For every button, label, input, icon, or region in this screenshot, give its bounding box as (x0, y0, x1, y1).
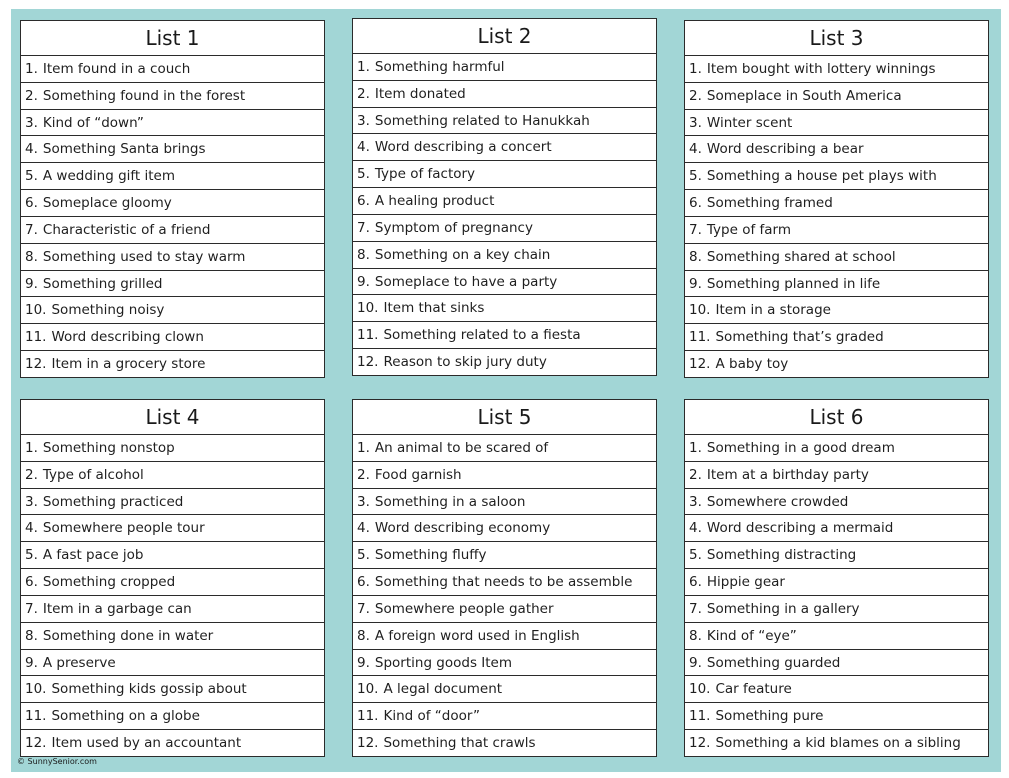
item-number: 8. (25, 627, 38, 644)
item-number: 12. (25, 735, 47, 752)
item-number: 10. (25, 302, 47, 319)
item-text: A foreign word used in English (374, 627, 580, 644)
item-number: 3. (689, 493, 702, 510)
item-number: 4. (689, 141, 702, 158)
list-item (685, 650, 988, 677)
item-number: 6. (25, 574, 38, 591)
item-text: Something used to stay warm (42, 248, 246, 265)
item-number: 11. (357, 327, 379, 344)
list-item (353, 161, 656, 188)
item-text: Sporting goods Item (374, 654, 513, 671)
item-number: 5. (689, 168, 702, 185)
item-text: Something that crawls (383, 735, 536, 752)
list-title: List 5 (353, 400, 656, 435)
item-text: Word describing economy (374, 520, 551, 537)
item-text: Something that needs to be assemble (374, 574, 633, 591)
list-item (685, 190, 988, 217)
list-title: List 2 (353, 19, 656, 54)
item-number: 6. (357, 574, 370, 591)
item-number: 10. (357, 681, 379, 698)
list-item (21, 515, 324, 542)
item-number: 2. (689, 87, 702, 104)
item-text: Somewhere people tour (42, 520, 205, 537)
item-text: Something Santa brings (42, 141, 206, 158)
item-text: Food garnish (374, 466, 462, 483)
item-text: Somewhere crowded (706, 493, 849, 510)
list-item (685, 703, 988, 730)
item-text: Someplace to have a party (374, 273, 558, 290)
list-item (21, 730, 324, 756)
item-number: 3. (689, 114, 702, 131)
list-title: List 1 (21, 21, 324, 56)
list-item (685, 83, 988, 110)
list-item (685, 515, 988, 542)
item-text: Kind of “door” (383, 708, 481, 725)
item-text: Something kids gossip about (51, 681, 247, 698)
item-text: Something a house pet plays with (706, 168, 937, 185)
list-item (353, 322, 656, 349)
item-number: 9. (689, 275, 702, 292)
list-items (353, 54, 656, 375)
item-text: Something guarded (706, 654, 841, 671)
list-item (21, 435, 324, 462)
item-number: 2. (357, 466, 370, 483)
item-number: 4. (25, 520, 38, 537)
item-number: 12. (357, 354, 379, 371)
item-number: 2. (25, 466, 38, 483)
item-text: A legal document (383, 681, 503, 698)
item-text: Word describing a bear (706, 141, 864, 158)
list-item (353, 542, 656, 569)
item-text: Type of farm (706, 221, 791, 238)
list-item (685, 435, 988, 462)
item-number: 1. (689, 439, 702, 456)
list-item (685, 324, 988, 351)
item-text: Car feature (715, 681, 792, 698)
list-item (21, 596, 324, 623)
item-text: Something shared at school (706, 248, 896, 265)
worksheet-background (11, 9, 1001, 772)
list-item (21, 244, 324, 271)
item-number: 8. (357, 627, 370, 644)
item-number: 4. (357, 139, 370, 156)
item-number: 4. (689, 520, 702, 537)
item-number: 5. (25, 168, 38, 185)
item-number: 2. (357, 85, 370, 102)
item-number: 11. (689, 329, 711, 346)
list-card (20, 20, 325, 378)
item-text: Word describing a concert (374, 139, 552, 156)
item-number: 10. (689, 302, 711, 319)
item-text: Something a kid blames on a sibling (715, 735, 961, 752)
list-item (353, 215, 656, 242)
item-text: A preserve (42, 654, 116, 671)
list-item (685, 56, 988, 83)
item-number: 10. (357, 300, 379, 317)
list-item (353, 54, 656, 81)
list-items (685, 56, 988, 377)
list-item (21, 650, 324, 677)
item-text: A wedding gift item (42, 168, 175, 185)
item-text: Item donated (374, 85, 466, 102)
item-text: Item that sinks (383, 300, 485, 317)
item-text: Something done in water (42, 627, 214, 644)
item-number: 1. (357, 58, 370, 75)
item-text: Something cropped (42, 574, 176, 591)
item-number: 11. (25, 708, 47, 725)
item-text: Word describing clown (51, 329, 204, 346)
list-item (685, 110, 988, 137)
item-text: Kind of “eye” (706, 627, 797, 644)
item-text: Type of alcohol (42, 466, 144, 483)
list-item (685, 163, 988, 190)
list-item (353, 349, 656, 375)
item-number: 7. (357, 600, 370, 617)
item-text: Item at a birthday party (706, 466, 869, 483)
list-item (21, 351, 324, 377)
item-number: 5. (357, 166, 370, 183)
list-item (353, 81, 656, 108)
item-number: 7. (689, 600, 702, 617)
item-number: 9. (689, 654, 702, 671)
item-number: 12. (357, 735, 379, 752)
item-number: 9. (25, 275, 38, 292)
item-text: Someplace gloomy (42, 195, 172, 212)
item-number: 8. (25, 248, 38, 265)
item-text: Something practiced (42, 493, 184, 510)
item-text: Characteristic of a friend (42, 221, 211, 238)
list-card (352, 18, 657, 376)
item-text: Something related to a fiesta (383, 327, 581, 344)
item-text: Item in a grocery store (51, 356, 206, 373)
item-number: 3. (25, 114, 38, 131)
item-text: Something framed (706, 195, 833, 212)
item-number: 1. (357, 439, 370, 456)
list-item (21, 489, 324, 516)
item-text: Word describing a mermaid (706, 520, 894, 537)
item-text: Type of factory (374, 166, 476, 183)
list-item (685, 569, 988, 596)
item-text: Hippie gear (706, 574, 785, 591)
list-item (21, 271, 324, 298)
item-text: A baby toy (715, 356, 789, 373)
list-item (21, 703, 324, 730)
item-text: Item in a garbage can (42, 600, 192, 617)
item-number: 9. (357, 273, 370, 290)
item-number: 2. (689, 466, 702, 483)
item-text: Winter scent (706, 114, 793, 131)
item-number: 3. (357, 112, 370, 129)
item-number: 12. (689, 356, 711, 373)
list-item (21, 56, 324, 83)
list-item (685, 297, 988, 324)
list-item (685, 596, 988, 623)
list-title: List 4 (21, 400, 324, 435)
item-number: 1. (25, 439, 38, 456)
item-text: Something grilled (42, 275, 163, 292)
item-text: An animal to be scared of (374, 439, 549, 456)
list-item (685, 136, 988, 163)
list-item (353, 703, 656, 730)
list-item (685, 244, 988, 271)
item-number: 4. (25, 141, 38, 158)
list-item (21, 297, 324, 324)
list-item (353, 676, 656, 703)
list-item (353, 515, 656, 542)
item-number: 4. (357, 520, 370, 537)
list-item (353, 730, 656, 756)
item-number: 11. (357, 708, 379, 725)
list-item (685, 730, 988, 756)
list-card (20, 399, 325, 757)
item-number: 1. (25, 60, 38, 77)
list-item (353, 134, 656, 161)
item-text: Item in a storage (715, 302, 831, 319)
item-number: 9. (25, 654, 38, 671)
item-text: Something noisy (51, 302, 165, 319)
list-card (684, 20, 989, 378)
list-item (21, 136, 324, 163)
item-text: Kind of “down” (42, 114, 144, 131)
item-number: 12. (689, 735, 711, 752)
list-item (21, 110, 324, 137)
item-text: Something distracting (706, 547, 857, 564)
list-item (353, 295, 656, 322)
item-text: Something planned in life (706, 275, 881, 292)
list-item (21, 569, 324, 596)
list-item (21, 676, 324, 703)
item-number: 7. (25, 600, 38, 617)
list-items (685, 435, 988, 756)
item-text: Item used by an accountant (51, 735, 242, 752)
list-item (353, 623, 656, 650)
item-number: 5. (357, 547, 370, 564)
item-text: Something on a key chain (374, 246, 551, 263)
list-item (685, 489, 988, 516)
list-item (353, 188, 656, 215)
list-item (685, 351, 988, 377)
item-text: Something that’s graded (715, 329, 884, 346)
list-card (352, 399, 657, 757)
list-item (353, 269, 656, 296)
list-item (353, 596, 656, 623)
item-number: 12. (25, 356, 47, 373)
item-number: 7. (689, 221, 702, 238)
item-text: Something in a saloon (374, 493, 526, 510)
item-number: 6. (689, 195, 702, 212)
list-item (685, 623, 988, 650)
item-number: 2. (25, 87, 38, 104)
item-text: Something on a globe (51, 708, 200, 725)
item-number: 6. (357, 193, 370, 210)
list-item (353, 650, 656, 677)
list-item (21, 83, 324, 110)
list-item (21, 462, 324, 489)
item-text: Something related to Hanukkah (374, 112, 590, 129)
item-number: 11. (689, 708, 711, 725)
item-text: Item found in a couch (42, 60, 191, 77)
list-item (21, 190, 324, 217)
item-number: 5. (689, 547, 702, 564)
list-item (353, 108, 656, 135)
list-items (353, 435, 656, 756)
item-number: 1. (689, 60, 702, 77)
list-items (21, 435, 324, 756)
item-number: 10. (25, 681, 47, 698)
list-title: List 6 (685, 400, 988, 435)
item-text: Somewhere people gather (374, 600, 554, 617)
item-text: Something in a good dream (706, 439, 895, 456)
item-text: A fast pace job (42, 547, 144, 564)
list-title: List 3 (685, 21, 988, 56)
copyright-notice: © SunnySenior.com (17, 757, 97, 766)
item-text: Reason to skip jury duty (383, 354, 547, 371)
item-number: 11. (25, 329, 47, 346)
list-item (685, 271, 988, 298)
item-text: Something fluffy (374, 547, 487, 564)
item-number: 7. (357, 219, 370, 236)
item-number: 7. (25, 221, 38, 238)
item-number: 3. (357, 493, 370, 510)
item-number: 6. (689, 574, 702, 591)
list-item (685, 542, 988, 569)
list-item (21, 542, 324, 569)
item-text: A healing product (374, 193, 495, 210)
item-text: Item bought with lottery winnings (706, 60, 936, 77)
list-item (685, 676, 988, 703)
item-number: 8. (689, 248, 702, 265)
list-card (684, 399, 989, 757)
item-text: Symptom of pregnancy (374, 219, 533, 236)
item-text: Something harmful (374, 58, 505, 75)
list-item (353, 435, 656, 462)
list-item (21, 163, 324, 190)
item-number: 8. (689, 627, 702, 644)
item-text: Someplace in South America (706, 87, 902, 104)
list-item (21, 217, 324, 244)
item-number: 8. (357, 246, 370, 263)
item-number: 10. (689, 681, 711, 698)
item-text: Something in a gallery (706, 600, 860, 617)
list-item (685, 217, 988, 244)
list-item (353, 462, 656, 489)
item-text: Something found in the forest (42, 87, 246, 104)
list-item (21, 623, 324, 650)
item-text: Something pure (715, 708, 824, 725)
item-number: 6. (25, 195, 38, 212)
item-number: 9. (357, 654, 370, 671)
item-text: Something nonstop (42, 439, 175, 456)
list-item (685, 462, 988, 489)
list-item (21, 324, 324, 351)
list-item (353, 489, 656, 516)
item-number: 3. (25, 493, 38, 510)
item-number: 5. (25, 547, 38, 564)
list-item (353, 242, 656, 269)
list-items (21, 56, 324, 377)
list-item (353, 569, 656, 596)
